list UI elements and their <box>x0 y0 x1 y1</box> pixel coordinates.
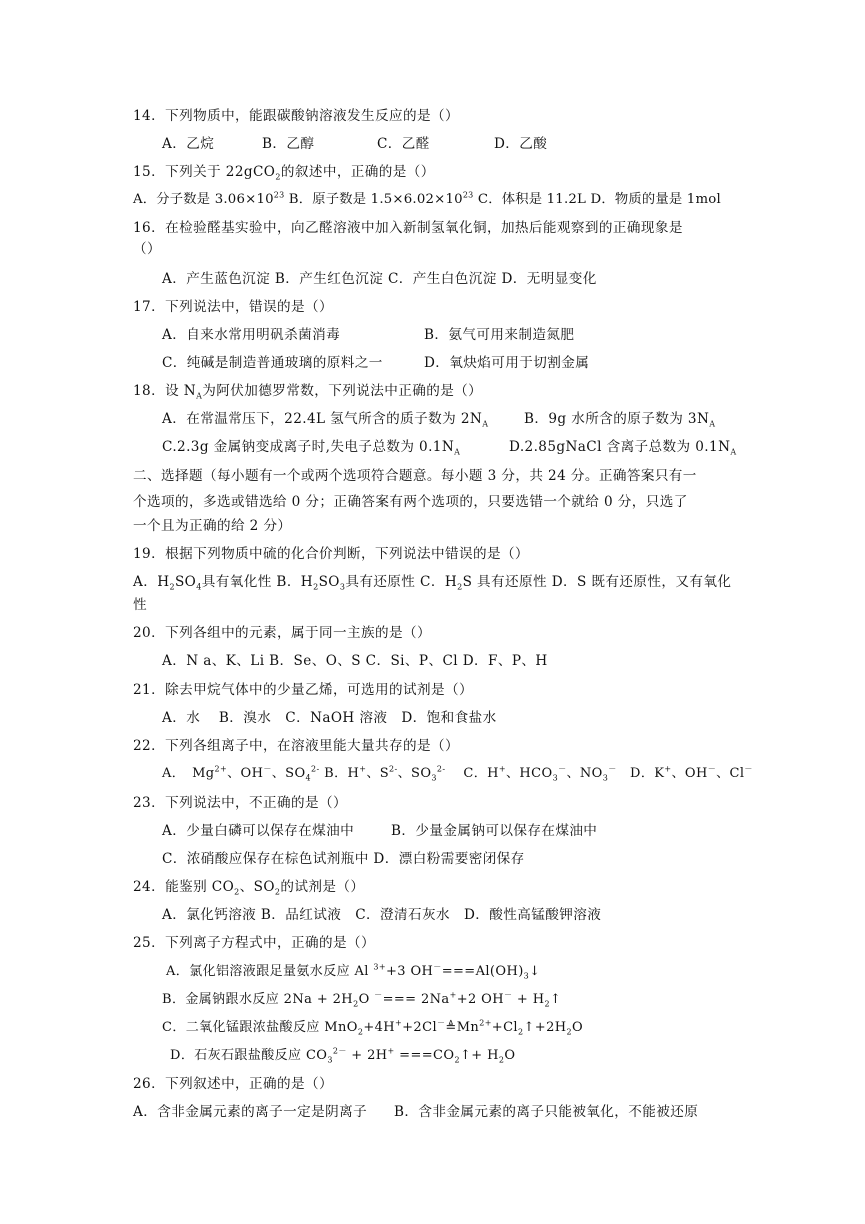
q23-options-row2: C．浓硝酸应保存在棕色试剂瓶中 D．漂白粉需要密闭保存 <box>162 851 525 867</box>
q22-options <box>162 765 753 783</box>
q19-options <box>133 573 731 591</box>
q15-options <box>133 191 721 209</box>
q22-option-c: C．H+、$HCO_3^-$、$NO_3^-$ <box>445 764 617 783</box>
q24-stem: 24．能鉴别 $CO_2$、$SO_2$的试剂是（） <box>133 879 365 897</box>
q17-option-a: A．自来水常用明矾杀菌消毒 <box>162 327 341 343</box>
q17-option-b: B．氨气可用来制造氮肥 <box>424 327 575 343</box>
q19-option-c: C．$H_2S$ 具有还原性 <box>415 574 547 592</box>
q25-option-b: B．金属钠跟水反应 $2Na + 2H_2O$ －=== 2Na++2 $OH^- + H_2↑$ <box>162 990 562 1009</box>
section2-line2: 个选项的，多选或错选给 0 分；正确答案有两个选项的，只要选错一个就给 0 分，只选了 <box>133 494 688 510</box>
q16-stem-line2: （） <box>133 241 161 257</box>
q18-stem-pre: 18．设 N <box>133 383 197 399</box>
q18-stem-sub: A <box>196 391 203 401</box>
q14-option-a: A．乙烷 <box>162 136 215 152</box>
q19-stem: 19．根据下列物质中硫的化合价判断，下列说法中错误的是（） <box>133 546 529 562</box>
q21-options: A．水 B．溴水 C．NaOH 溶液 D．饱和食盐水 <box>162 710 497 726</box>
q26-option-b: B．含非金属元素的离子只能被氧化，不能被还原 <box>394 1104 699 1120</box>
section2-line3: 一个且为正确的给 2 分） <box>133 518 292 534</box>
q14-options <box>162 135 547 153</box>
section2-line1: 二、选择题（每小题有一个或两个选项符合题意。每小题 3 分，共 24 分。正确答案只有一 <box>133 468 697 484</box>
q21-stem: 21．除去甲烷气体中的少量乙烯，可选用的试剂是（） <box>133 682 473 698</box>
q19-option-d-cont: 性 <box>133 597 147 613</box>
q18-options-row2 <box>162 438 737 456</box>
q23-option-b: B．少量金属钠可以保存在煤油中 <box>391 823 598 839</box>
q15-option-cd: C．体积是 11.2L D．物质的量是 1mol <box>473 192 721 207</box>
q14-stem <box>133 107 459 125</box>
q25-stem: 25．下列离子方程式中，正确的是（） <box>133 935 375 951</box>
q16-options: A．产生蓝色沉淀 B．产生红色沉淀 C．产生白色沉淀 D．无明显变化 <box>162 271 597 287</box>
q18-options-row1 <box>162 410 715 428</box>
q14-option-c: C．乙醛 <box>377 136 430 152</box>
q14-stem-text: 14．下列物质中，能跟碳酸钠溶液发生反应的是（） <box>133 108 459 124</box>
q22-option-b: B．H+、$S^{2-}$、$SO_3^{2-}$ <box>319 764 446 783</box>
q15-stem-post: 的叙述中，正确的是（） <box>280 164 435 180</box>
q17-option-d: D．氧炔焰可用于切割金属 <box>424 355 590 371</box>
q20-stem: 20．下列各组中的元素，属于同一主族的是（） <box>133 625 431 641</box>
q26-option-a: A．含非金属元素的离子一定是阴离子 <box>133 1104 368 1120</box>
q19-option-b: B．$H_2SO_3$具有还原性 <box>271 574 416 592</box>
q19-option-a: A．$H_2SO_4$具有氧化性 <box>133 574 272 592</box>
q26-stem: 26．下列叙述中，正确的是（） <box>133 1076 334 1092</box>
q18-option-a: A．在常温常压下，22.4L 氢气所含的质子数为 $2N_A$ <box>162 411 489 429</box>
q17-options-row1 <box>162 326 574 344</box>
q22-option-d: D．K+、OH－、Cl－ <box>616 764 753 781</box>
q15-stem-pre: 15．下列关于 22gCO <box>133 164 276 180</box>
q25-option-c: C．二氧化锰跟浓盐酸反应 $MnO_2+4H^++2Cl^-≜Mn^{2+}+Cl_2↑+2H_2O$ <box>162 1018 584 1037</box>
q20-options: A．N a、K、Li B．Se、O、S C．Si、P、Cl D．F、P、H <box>162 653 548 669</box>
q25-option-d: D．石灰石跟盐酸反应 $CO_3^{2-} + 2H^+$ $===CO_2↑+ H_2O$ <box>170 1046 516 1065</box>
q18-option-b: B．9g 水所含的原子数为 $3N_A$ <box>524 411 716 429</box>
q14-option-d: D．乙酸 <box>494 136 548 152</box>
q15-option-a: A．分子数是 3.06×10 <box>133 192 274 207</box>
q18-stem <box>133 382 482 400</box>
q15-option-b: B．原子数是 1.5×6.02×10 <box>284 192 463 207</box>
heating-arrow-icon: ≜ <box>445 1020 457 1035</box>
q23-stem: 23．下列说法中，不正确的是（） <box>133 795 348 811</box>
q18-stem-post: 为阿伏加德罗常数，下列说法中正确的是（） <box>202 383 483 399</box>
q17-stem: 17．下列说法中，错误的是（） <box>133 299 334 315</box>
q15-stem-sub: 2 <box>275 172 281 182</box>
q18-option-c: C.2.3g 金属钠变成离子时,失电子总数为 $0.1N_A$ <box>162 439 461 457</box>
q17-options-row2 <box>162 354 589 372</box>
q18-option-d: D.2.85gNaCl 含离子总数为 $0.1N_A$ <box>509 439 737 457</box>
q23-option-a: A．少量白磷可以保存在煤油中 <box>162 823 355 839</box>
q25-option-a: A．氯化铝溶液跟足量氨水反应 Al $^{3+}$+3 $OH^-===Al(OH)_3↓$ <box>166 962 541 981</box>
q19-option-d: D．S 既有还原性，又有氧化 <box>546 574 732 590</box>
q24-options: A．氯化钙溶液 B．品红试液 C．澄清石灰水 D．酸性高锰酸钾溶液 <box>162 907 602 923</box>
q16-stem-line1: 16．在检验醛基实验中，向乙醛溶液中加入新制氢氧化铜，加热后能观察到的正确现象是 <box>133 220 683 236</box>
q22-stem: 22．下列各组离子中，在溶液里能大量共存的是（） <box>133 738 459 754</box>
q14-option-b: B．乙醇 <box>262 136 315 152</box>
q15-stem <box>133 163 435 181</box>
q26-options <box>133 1103 698 1121</box>
q23-options-row1 <box>162 822 597 840</box>
q17-option-c: C．纯碱是制造普通玻璃的原料之一 <box>162 355 383 371</box>
q15-option-b-sup: 23 <box>462 190 474 200</box>
q22-option-a: A． $Mg^{2+}$、OH－、$SO_4^{2-}$ <box>162 764 320 783</box>
q15-option-a-sup: 23 <box>273 190 285 200</box>
